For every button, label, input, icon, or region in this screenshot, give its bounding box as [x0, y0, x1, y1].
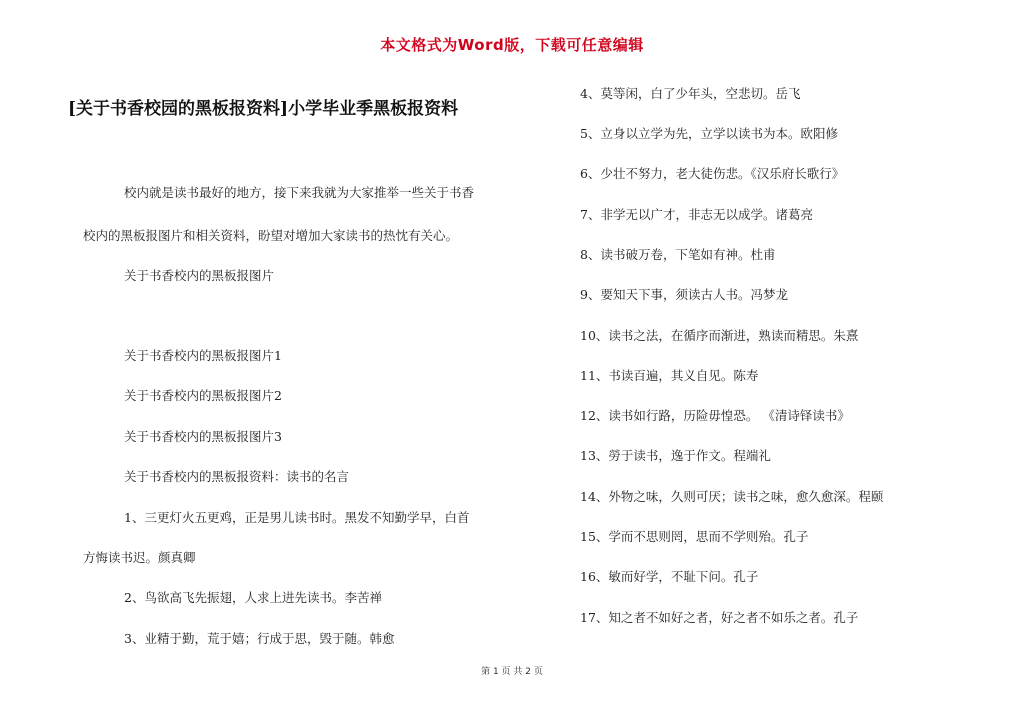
- heading-reading-quotes: 关于书香校内的黑板报资料：读书的名言: [124, 469, 350, 484]
- heading-blackboard-pictures: 关于书香校内的黑板报图片: [124, 268, 275, 283]
- edit-notice-banner: 本文格式为Word版，下载可任意编辑: [380, 36, 644, 54]
- quote-4: 4、莫等闲，白了少年头，空悲切。岳飞: [580, 86, 801, 101]
- quote-16: 16、敏而好学，不耻下问。孔子: [580, 569, 759, 584]
- quote-1-line-2: 方悔读书迟。颜真卿: [83, 550, 196, 565]
- quote-14: 14、外物之味，久则可厌；读书之味，愈久愈深。程颐: [580, 489, 884, 504]
- quote-17: 17、知之者不如好之者，好之者不如乐之者。孔子: [580, 610, 859, 625]
- intro-paragraph-line-2: 校内的黑板报图片和相关资料，盼望对增加大家读书的热忱有关心。: [83, 228, 459, 243]
- document-title: [关于书香校园的黑板报资料]小学毕业季黑板报资料: [68, 99, 459, 119]
- quote-12: 12、读书如行路，历险毋惶恐。 《清诗铎读书》: [580, 408, 850, 423]
- quote-11: 11、书读百遍，其义自见。陈寿: [580, 368, 759, 383]
- quote-13: 13、勞于读书，逸于作文。程端礼: [580, 448, 771, 463]
- quote-10: 10、读书之法，在循序而渐进，熟读而精思。朱熹: [580, 328, 859, 343]
- quote-3: 3、业精于勤，荒于嬉；行成于思，毁于随。韩愈: [124, 631, 395, 646]
- intro-paragraph-line-1: 校内就是读书最好的地方，接下来我就为大家推举一些关于书香: [124, 185, 475, 200]
- page-number-footer: 第 1 页 共 2 页: [481, 667, 543, 677]
- quote-8: 8、读书破万卷，下笔如有神。杜甫: [580, 247, 776, 262]
- quote-5: 5、立身以立学为先，立学以读书为本。欧阳修: [580, 126, 838, 141]
- quote-1-line-1: 1、三更灯火五更鸡，正是男儿读书时。黑发不知勤学早，白首: [124, 510, 470, 525]
- quote-6: 6、少壮不努力，老大徒伤悲。《汉乐府长歌行》: [580, 166, 845, 181]
- quote-2: 2、鸟欲高飞先振翅，人求上进先读书。李苦禅: [124, 590, 382, 605]
- picture-caption-1: 关于书香校内的黑板报图片1: [124, 348, 282, 363]
- quote-15: 15、学而不思则罔，思而不学则殆。孔子: [580, 529, 809, 544]
- picture-caption-3: 关于书香校内的黑板报图片3: [124, 429, 282, 444]
- quote-9: 9、要知天下事，须读古人书。冯梦龙: [580, 287, 788, 302]
- quote-7: 7、非学无以广才，非志无以成学。诸葛亮: [580, 207, 813, 222]
- picture-caption-2: 关于书香校内的黑板报图片2: [124, 388, 282, 403]
